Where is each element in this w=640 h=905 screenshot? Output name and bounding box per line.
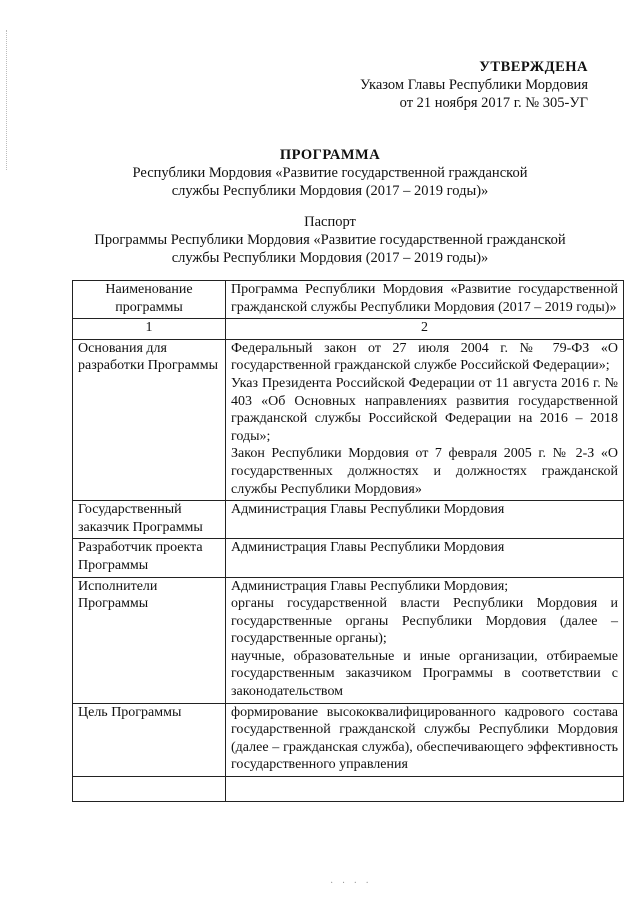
row-value (226, 539, 624, 577)
passport-title (60, 213, 600, 267)
approval-line-1: Указом Главы Республики Мордовия (360, 77, 588, 93)
row-paragraph: Администрация Главы Республики Мордовия; (231, 578, 509, 594)
column-number-2: 2 (226, 319, 624, 340)
table-row (73, 703, 624, 776)
header-cell-value: Программа Республики Мордовия «Развитие государственной гражданской службы Республики Мордовия (2017 – 2019 годы)» (226, 281, 624, 319)
row-value (226, 577, 624, 703)
row-paragraph: Федеральный закон от 27 июля 2004 г. № 79-ФЗ «О государственной гражданской службе Российской Федерации»; (231, 340, 618, 374)
table-row (73, 577, 624, 703)
passport-line-2: службы Республики Мордовия (2017 – 2019 годы)» (171, 250, 489, 266)
row-label: Разработчик проекта Программы (73, 539, 226, 577)
row-label: Основания для разработки Программы (73, 339, 226, 500)
title-line-2: службы Республики Мордовия (2017 – 2019 годы)» (171, 183, 489, 199)
header-cell-name: Наименование программы (73, 281, 226, 319)
title-heading: ПРОГРАММА (279, 147, 381, 163)
table-row-empty (73, 777, 624, 802)
row-paragraph: Закон Республики Мордовия от 7 февраля 2005 г. № 2-З «О государственных должностях и должностях гражданской службы Республики Мордовия» (231, 446, 618, 497)
table-row (73, 339, 624, 500)
row-label: Государственный заказчик Программы (73, 501, 226, 539)
table-row (73, 501, 624, 539)
title-line-1: Республики Мордовия «Развитие государственной гражданской (132, 165, 528, 181)
table-row (73, 539, 624, 577)
table-number-row (73, 319, 624, 340)
row-value (226, 339, 624, 500)
row-paragraph: научные, образовательные и иные организации, отбираемые государственным заказчиком Программы в соответствии с законодательством (231, 648, 618, 700)
passport-heading: Паспорт (304, 214, 356, 230)
margin-scan-artifact (6, 30, 9, 170)
row-paragraph: Указ Президента Российской Федерации от 11 августа 2016 г. № 403 «Об Основных направлениях развития государственной гражданской службы Российской Федерации на 2016 – 2018 годы»; (231, 375, 618, 444)
row-value (226, 703, 624, 776)
passport-table (72, 280, 624, 802)
document-title (60, 146, 600, 200)
passport-line-1: Программы Республики Мордовия «Развитие государственной гражданской (94, 232, 566, 248)
approval-heading: УТВЕРЖДЕНА (479, 59, 588, 75)
row-paragraph: органы государственной власти Республики Мордовия и государственные органы Республики Мордовия (далее – государственные органы); (231, 596, 618, 647)
row-value (226, 501, 624, 539)
row-paragraph: Администрация Главы Республики Мордовия (231, 540, 505, 556)
table-body (73, 339, 624, 776)
row-paragraph: формирование высококвалифицированного кадрового состава государственной гражданской службы Республики Мордовия (далее – гражданская служба), обеспечивающего эффективность государственного управления (231, 704, 618, 773)
approval-line-2: от 21 ноября 2017 г. № 305-УГ (399, 95, 588, 111)
row-label: Цель Программы (73, 703, 226, 776)
table-header-row (73, 281, 624, 319)
scan-footer-mark: · · · · (330, 878, 372, 889)
row-label: Исполнители Программы (73, 577, 226, 703)
approval-stamp-block (348, 58, 588, 112)
column-number-1: 1 (73, 319, 226, 340)
row-paragraph: Администрация Главы Республики Мордовия (231, 502, 505, 518)
